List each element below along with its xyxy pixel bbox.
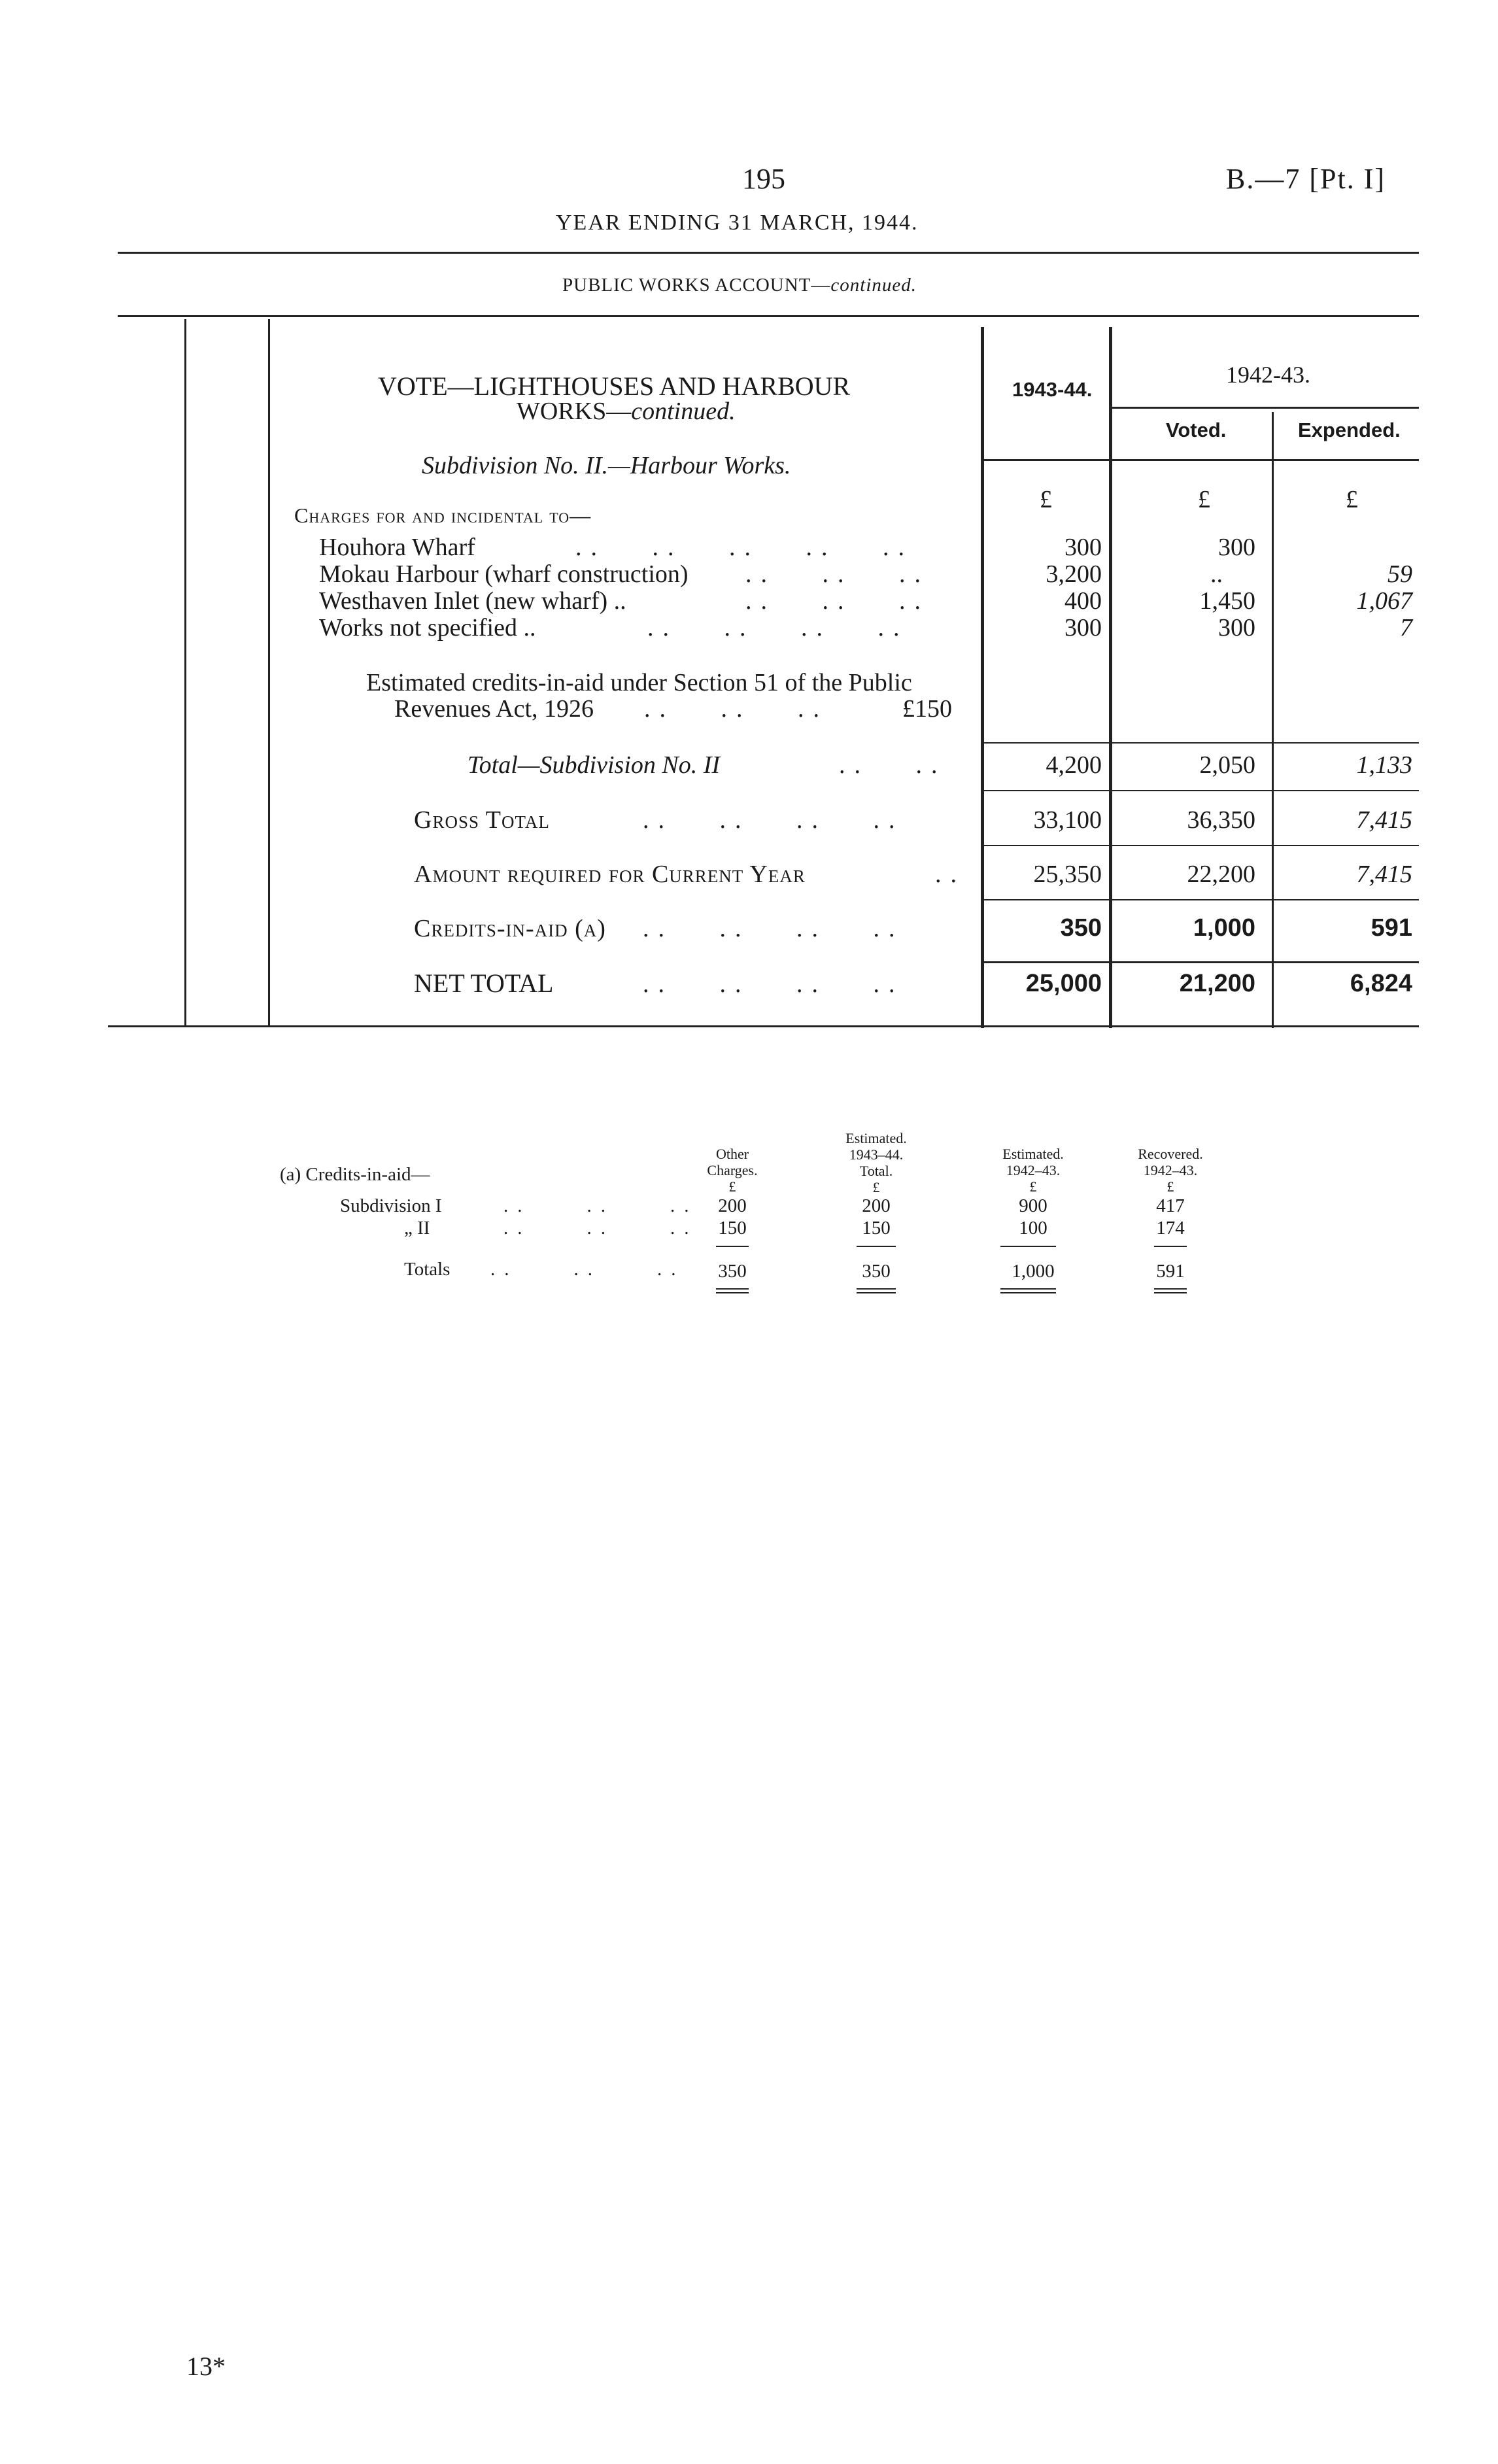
amount-required-current: 25,350 — [1033, 861, 1102, 888]
item-voted: 300 — [1218, 534, 1255, 561]
total-rule — [981, 899, 1419, 900]
footnote-heading: (a) Credits-in-aid— — [280, 1164, 430, 1185]
credits-note-line1: Estimated credits-in-aid under Section 51 of the Public — [366, 669, 912, 696]
footnote-double-rule — [1154, 1292, 1187, 1293]
footnote-total-est-total: 350 — [862, 1261, 891, 1282]
footnote-column-other-charges — [693, 1146, 772, 1195]
subtotal-rule — [981, 742, 1419, 744]
leader-dots: .. .. .. .. — [643, 806, 904, 834]
account-heading-suffix: continued. — [830, 275, 917, 296]
leader-dots: .. .. .. .. .. — [575, 534, 913, 561]
amount-required-voted: 22,200 — [1187, 861, 1255, 888]
total-expended: 1,133 — [1356, 751, 1412, 779]
footnote-est-total: 200 — [862, 1195, 891, 1216]
credits-note-line2: Revenues Act, 1926 — [394, 695, 594, 723]
credits-in-aid-label: Credits-in-aid (a) — [414, 915, 606, 942]
leader-dots: .. .. — [839, 751, 947, 779]
gross-total-voted: 36,350 — [1187, 806, 1255, 834]
footnote-column-text: Recovered. — [1138, 1146, 1203, 1162]
credits-in-aid-current: 350 — [1060, 914, 1102, 942]
footnote-total-recovered: 591 — [1156, 1261, 1185, 1282]
leader-dots: .. .. .. — [745, 560, 930, 588]
vote-title-line1: VOTE—LIGHTHOUSES AND HARBOUR — [378, 371, 851, 401]
footnote-totals-label: Totals — [404, 1259, 451, 1280]
leader-dots: .. .. .. — [644, 695, 828, 723]
subdivision-heading: Subdivision No. II.—Harbour Works. — [422, 452, 791, 479]
footnote-column-text: 1943–44. — [849, 1146, 904, 1163]
voted-header-rule — [1112, 407, 1419, 409]
page-number: 195 — [742, 163, 785, 195]
currency-expended: £ — [1346, 486, 1358, 513]
footnote-column-text: Estimated. — [1002, 1146, 1064, 1162]
column-heading-expended: Expended. — [1298, 419, 1401, 441]
gross-total-label: Gross Total — [414, 806, 550, 834]
leader-dots: .. .. .. — [503, 1218, 698, 1239]
net-total-label: NET TOTAL — [414, 968, 554, 998]
footnote-other: 150 — [718, 1218, 747, 1239]
total-current: 4,200 — [1046, 751, 1102, 779]
footnote-row-label: „ II — [404, 1218, 430, 1239]
footnote-estimated: 900 — [1019, 1195, 1047, 1216]
year-heading: YEAR ENDING 31 MARCH, 1944. — [556, 211, 919, 235]
footnote-column-estimated-total — [830, 1130, 922, 1195]
footnote-column-text: 1942–43. — [1006, 1162, 1061, 1178]
item-expended: 1,067 — [1356, 587, 1412, 615]
item-expended: 59 — [1387, 560, 1412, 588]
footnote-double-rule — [1000, 1288, 1056, 1290]
footnote-double-rule — [1000, 1292, 1056, 1293]
leader-dots: .. .. .. .. — [643, 915, 904, 942]
item-voted: .. — [1210, 560, 1223, 588]
header-rule — [118, 252, 1419, 254]
item-label: Houhora Wharf — [319, 534, 475, 561]
footnote-currency: £ — [728, 1178, 736, 1195]
footnote-est-total: 150 — [862, 1218, 891, 1239]
item-label: Mokau Harbour (wharf construction) — [319, 560, 689, 588]
item-current: 300 — [1064, 534, 1102, 561]
item-current: 3,200 — [1046, 560, 1102, 588]
leader-dots: .. .. .. — [490, 1259, 685, 1280]
total-voted: 2,050 — [1199, 751, 1255, 779]
item-expended: 7 — [1400, 614, 1412, 642]
account-heading — [562, 275, 917, 296]
footnote-double-rule — [716, 1288, 749, 1290]
leader-dots: .. .. .. — [503, 1195, 698, 1216]
footnote-column-recovered — [1125, 1146, 1216, 1195]
account-heading-text: PUBLIC WORKS ACCOUNT— — [562, 275, 831, 296]
footnote-double-rule — [857, 1288, 896, 1290]
amount-required-expended: 7,415 — [1356, 861, 1412, 888]
credits-note-amount: £150 — [902, 695, 952, 723]
footnote-total-estimated: 1,000 — [1012, 1261, 1055, 1282]
total-rule — [981, 790, 1419, 791]
footnote-column-text: 1942–43. — [1143, 1162, 1198, 1178]
footnote-column-text: Charges. — [707, 1162, 758, 1178]
credits-in-aid-expended: 591 — [1370, 914, 1412, 942]
item-voted: 300 — [1218, 614, 1255, 642]
footnote-sum-rule — [716, 1246, 749, 1247]
footnote-recovered: 174 — [1156, 1218, 1185, 1239]
total-subdivision-label: Total—Subdivision No. II — [468, 751, 721, 779]
footnote-double-rule — [857, 1292, 896, 1293]
footnote-other: 200 — [718, 1195, 747, 1216]
footnote-currency: £ — [872, 1179, 880, 1195]
item-label: Works not specified .. — [319, 614, 536, 642]
leader-dots: .. .. .. .. — [647, 614, 909, 642]
table-left-border — [184, 319, 186, 1025]
item-current: 400 — [1064, 587, 1102, 615]
account-rule — [118, 315, 1419, 317]
currency-voted: £ — [1198, 486, 1210, 513]
table-inner-left-border — [268, 319, 270, 1025]
footnote-row-label: Subdivision I — [340, 1195, 442, 1216]
page-footer-signature: 13* — [186, 2352, 226, 2381]
net-total-voted: 21,200 — [1179, 970, 1255, 997]
item-label: Westhaven Inlet (new wharf) .. — [319, 587, 626, 615]
net-total-current: 25,000 — [1025, 970, 1102, 997]
footnote-double-rule — [1154, 1288, 1187, 1290]
footnote-column-text: Total. — [859, 1163, 893, 1179]
credits-in-aid-voted: 1,000 — [1193, 914, 1255, 942]
net-total-expended: 6,824 — [1350, 970, 1412, 997]
footnote-currency: £ — [1029, 1178, 1037, 1195]
column-heading-1943-44: 1943-44. — [1012, 378, 1093, 401]
footnote-recovered: 417 — [1156, 1195, 1185, 1216]
footnote-total-other: 350 — [718, 1261, 747, 1282]
header-bottom-rule — [981, 459, 1419, 461]
currency-current: £ — [1040, 486, 1052, 513]
footnote-column-text: Other — [715, 1146, 749, 1162]
vote-title-line2 — [517, 397, 736, 426]
footnote-double-rule — [716, 1292, 749, 1293]
footnote-sum-rule — [1000, 1246, 1056, 1247]
column-heading-1942-43: 1942-43. — [1226, 362, 1310, 388]
vote-title-line2-suffix: continued. — [631, 398, 736, 425]
leader-dots: .. — [935, 861, 966, 888]
total-rule — [981, 961, 1419, 963]
charges-heading: Charges for and incidental to— — [294, 504, 592, 527]
gross-total-expended: 7,415 — [1356, 806, 1412, 834]
vote-title-line2-text: WORKS— — [517, 398, 632, 425]
total-rule — [981, 845, 1419, 846]
footnote-currency: £ — [1166, 1178, 1174, 1195]
leader-dots: .. .. .. .. — [643, 970, 904, 998]
report-reference: B.—7 [Pt. I] — [1226, 163, 1386, 195]
footnote-estimated: 100 — [1019, 1218, 1047, 1239]
item-current: 300 — [1064, 614, 1102, 642]
gross-total-current: 33,100 — [1033, 806, 1102, 834]
table-bottom-rule — [108, 1025, 1419, 1027]
footnote-sum-rule — [857, 1246, 896, 1247]
footnote-column-text: Estimated. — [845, 1130, 907, 1146]
column-heading-voted: Voted. — [1166, 419, 1227, 441]
leader-dots: .. .. .. — [745, 587, 930, 615]
amount-required-label: Amount required for Current Year — [414, 861, 806, 888]
item-voted: 1,450 — [1199, 587, 1255, 615]
footnote-sum-rule — [1154, 1246, 1187, 1247]
footnote-column-estimated — [987, 1146, 1079, 1195]
